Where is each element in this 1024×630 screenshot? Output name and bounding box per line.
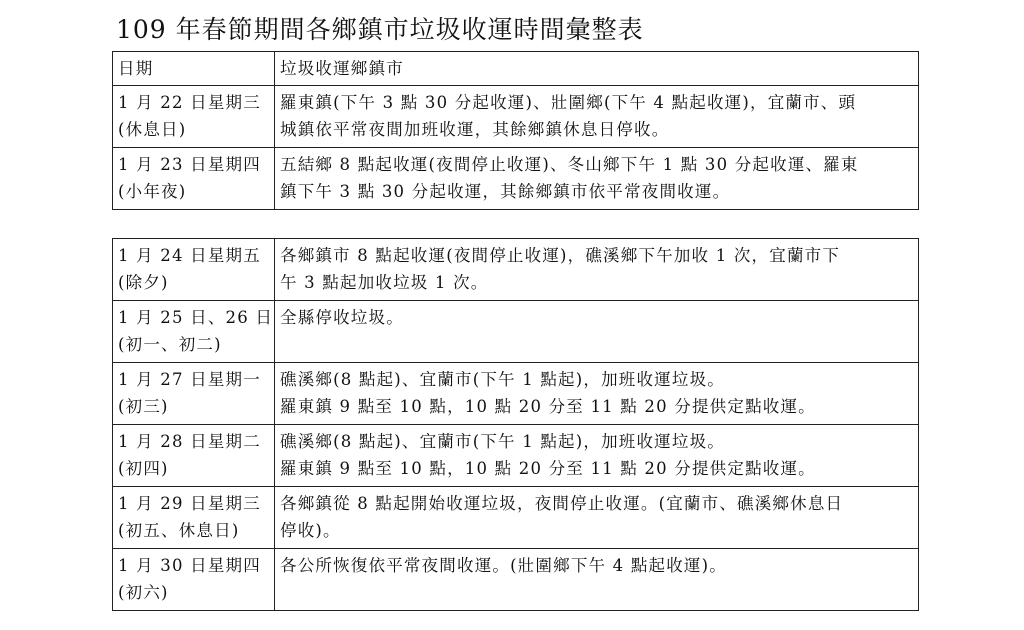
date-cell [113, 363, 275, 425]
date-cell [113, 86, 275, 148]
date-note: (初三) [118, 397, 169, 416]
content-cell [275, 148, 919, 210]
content-cell [275, 487, 919, 549]
content-cell [275, 301, 919, 363]
table-row [113, 148, 919, 210]
date-note: (休息日) [118, 120, 187, 139]
content-line: 礁溪鄉(8 點起)、宜蘭市(下午 1 點起)，加班收運垃圾。 [280, 432, 725, 451]
date-cell [113, 425, 275, 487]
content-line: 羅東鎮 9 點至 10 點，10 點 20 分至 11 點 20 分提供定點收運。 [280, 459, 816, 478]
table-row [113, 425, 919, 487]
date-text: 1 月 24 日星期五 [118, 246, 261, 265]
date-cell [113, 549, 275, 611]
date-text: 1 月 30 日星期四 [118, 556, 261, 575]
content-line: 羅東鎮 9 點至 10 點，10 點 20 分至 11 點 20 分提供定點收運。 [280, 397, 816, 416]
content-line: 礁溪鄉(8 點起)、宜蘭市(下午 1 點起)，加班收運垃圾。 [280, 370, 725, 389]
date-cell [113, 301, 275, 363]
schedule-table-bottom [112, 238, 919, 611]
table-row [113, 549, 919, 611]
table-row [113, 239, 919, 301]
table-row [113, 363, 919, 425]
date-text: 1 月 22 日星期三 [118, 93, 261, 112]
content-cell [275, 425, 919, 487]
table-header-row [113, 52, 919, 86]
date-note: (除夕) [118, 273, 169, 292]
table-row [113, 487, 919, 549]
date-cell [113, 239, 275, 301]
page-title: 109 年春節期間各鄉鎮市垃圾收運時間彙整表 [116, 15, 644, 44]
content-cell [275, 239, 919, 301]
content-line: 午 3 點起加收垃圾 1 次。 [280, 273, 489, 292]
content-line: 五結鄉 8 點起收運(夜間停止收運)、冬山鄉下午 1 點 30 分起收運、羅東 [280, 155, 859, 174]
table-row [113, 86, 919, 148]
date-text: 1 月 25 日、26 日 [118, 308, 274, 327]
date-note: (初六) [118, 583, 169, 602]
date-text: 1 月 27 日星期一 [118, 370, 261, 389]
content-line: 全縣停收垃圾。 [280, 308, 404, 327]
content-line: 各鄉鎮市 8 點起收運(夜間停止收運)，礁溪鄉下午加收 1 次，宜蘭市下 [280, 246, 841, 265]
content-line: 城鎮依平常夜間加班收運，其餘鄉鎮休息日停收。 [280, 120, 670, 139]
content-cell [275, 363, 919, 425]
date-cell [113, 487, 275, 549]
content-line: 羅東鎮(下午 3 點 30 分起收運)、壯圍鄉(下午 4 點起收運)，宜蘭市、頭 [280, 93, 857, 112]
header-towns: 垃圾收運鄉鎮市 [275, 52, 919, 86]
content-line: 停收)。 [280, 521, 341, 540]
date-note: (初四) [118, 459, 169, 478]
header-date: 日期 [113, 52, 275, 86]
date-note: (初一、初二) [118, 335, 222, 354]
date-text: 1 月 23 日星期四 [118, 155, 261, 174]
table-row [113, 301, 919, 363]
date-text: 1 月 28 日星期二 [118, 432, 261, 451]
date-note: (初五、休息日) [118, 521, 240, 540]
date-cell [113, 148, 275, 210]
date-note: (小年夜) [118, 182, 187, 201]
content-cell [275, 86, 919, 148]
content-line: 各公所恢復依平常夜間收運。(壯圍鄉下午 4 點起收運)。 [280, 556, 727, 575]
content-cell [275, 549, 919, 611]
schedule-table-top [112, 51, 919, 210]
content-line: 各鄉鎮從 8 點起開始收運垃圾，夜間停止收運。(宜蘭市、礁溪鄉休息日 [280, 494, 844, 513]
date-text: 1 月 29 日星期三 [118, 494, 261, 513]
content-line: 鎮下午 3 點 30 分起收運，其餘鄉鎮市依平常夜間收運。 [280, 182, 731, 201]
